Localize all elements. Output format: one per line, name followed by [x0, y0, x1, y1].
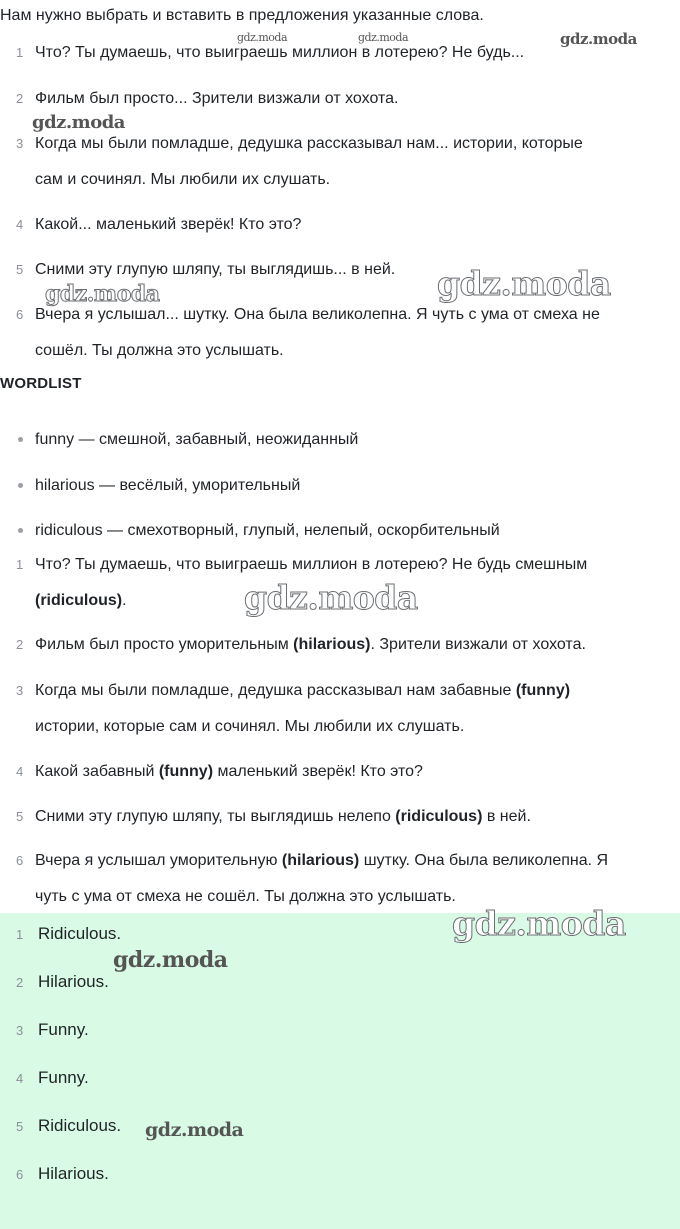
question-3-line-2: сам и сочинял. Мы любили их слушать.	[35, 171, 331, 188]
filled-number: 1	[16, 557, 24, 572]
answer-word: (funny)	[158, 763, 214, 780]
answer-3: Funny.	[38, 1020, 89, 1039]
watermark: gdz.moda	[358, 31, 409, 44]
wordlist-item: hilarious — весёлый, уморительный	[35, 477, 301, 494]
bullet-icon	[18, 483, 23, 488]
question-6-line-1: Вчера я услышал... шутку. Она была великолепна. Я чуть с ума от смеха не	[35, 306, 600, 323]
watermark: gdz.moda	[237, 31, 288, 44]
answer-number: 6	[16, 1167, 24, 1182]
text: . Зрители визжали от хохота.	[370, 636, 586, 653]
filled-6-line-2: чуть с ума от смеха не сошёл. Ты должна это услышать.	[35, 888, 456, 905]
filled-2	[35, 627, 675, 663]
filled-1-line-1: Что? Ты думаешь, что выиграешь миллион в лотерею? Не будь смешным	[35, 556, 588, 573]
answer-word: (hilarious)	[293, 636, 371, 653]
answer-number: 4	[16, 1071, 24, 1086]
question-number: 5	[16, 262, 24, 277]
text: Сними эту глупую шляпу, ты выглядишь нелепо	[35, 808, 396, 825]
question-5: Сними эту глупую шляпу, ты выглядишь... в ней.	[35, 261, 396, 278]
filled-number: 6	[16, 853, 24, 868]
punct: .	[122, 592, 127, 609]
wordlist-item: ridiculous — смехотворный, глупый, нелепый, оскорбительный	[35, 522, 500, 539]
bullet-icon	[18, 437, 23, 442]
watermark: gdz.moda	[244, 578, 418, 617]
filled-number: 5	[16, 809, 24, 824]
text: Когда мы были помладше, дедушка рассказывал нам забавные	[35, 682, 516, 699]
answer-number: 1	[16, 927, 24, 942]
bullet-icon	[18, 528, 23, 533]
answer-1: Ridiculous.	[38, 924, 122, 943]
watermark: gdz.moda	[145, 1119, 244, 1141]
watermark: gdz.moda	[32, 112, 125, 133]
filled-4	[35, 754, 675, 790]
text: Фильм был просто уморительным	[35, 636, 294, 653]
question-number: 1	[16, 45, 24, 60]
answer-word: (hilarious)	[281, 852, 360, 869]
question-4: Какой... маленький зверёк! Кто это?	[35, 216, 302, 233]
text: в ней.	[482, 808, 531, 825]
watermark: gdz.moda	[45, 281, 160, 307]
filled-3-line-1	[35, 673, 675, 709]
answer-4: Funny.	[38, 1068, 89, 1087]
answer-word: (funny)	[515, 682, 571, 699]
text: Какой забавный	[35, 763, 159, 780]
question-number: 4	[16, 217, 24, 232]
question-number: 2	[16, 91, 24, 106]
wordlist-heading: WORDLIST	[0, 375, 82, 392]
answer-word: (ridiculous)	[35, 592, 123, 609]
question-number: 6	[16, 307, 24, 322]
text: маленький зверёк! Кто это?	[213, 763, 423, 780]
answer-number: 5	[16, 1119, 24, 1134]
answer-word: (ridiculous)	[395, 808, 483, 825]
answer-2: Hilarious.	[38, 972, 109, 991]
answers-panel	[0, 913, 680, 1229]
answer-6: Hilarious.	[38, 1164, 109, 1183]
text: Вчера я услышал уморительную	[35, 852, 282, 869]
answer-5: Ridiculous.	[38, 1116, 122, 1135]
intro-text: Нам нужно выбрать и вставить в предложения указанные слова.	[0, 7, 484, 24]
text: шутку. Она была великолепна. Я	[359, 852, 609, 869]
filled-6-line-1	[35, 843, 675, 879]
answer-number: 3	[16, 1023, 24, 1038]
watermark: gdz.moda	[113, 947, 228, 973]
filled-3-line-2: истории, которые сам и сочинял. Мы любили их слушать.	[35, 718, 465, 735]
wordlist-item: funny — смешной, забавный, неожиданный	[35, 431, 359, 448]
watermark: gdz.moda	[437, 264, 611, 303]
filled-number: 4	[16, 764, 24, 779]
question-2: Фильм был просто... Зрители визжали от хохота.	[35, 90, 399, 107]
question-1: Что? Ты думаешь, что выиграешь миллион в лотерею? Не будь...	[35, 44, 525, 61]
question-number: 3	[16, 136, 24, 151]
watermark: gdz.moda	[452, 904, 626, 943]
watermark: gdz.moda	[560, 30, 637, 48]
question-3-line-1: Когда мы были помладше, дедушка рассказывал нам... истории, которые	[35, 135, 583, 152]
filled-5	[35, 799, 675, 835]
question-6-line-2: сошёл. Ты должна это услышать.	[35, 342, 284, 359]
filled-number: 3	[16, 683, 24, 698]
filled-number: 2	[16, 637, 24, 652]
answer-number: 2	[16, 975, 24, 990]
